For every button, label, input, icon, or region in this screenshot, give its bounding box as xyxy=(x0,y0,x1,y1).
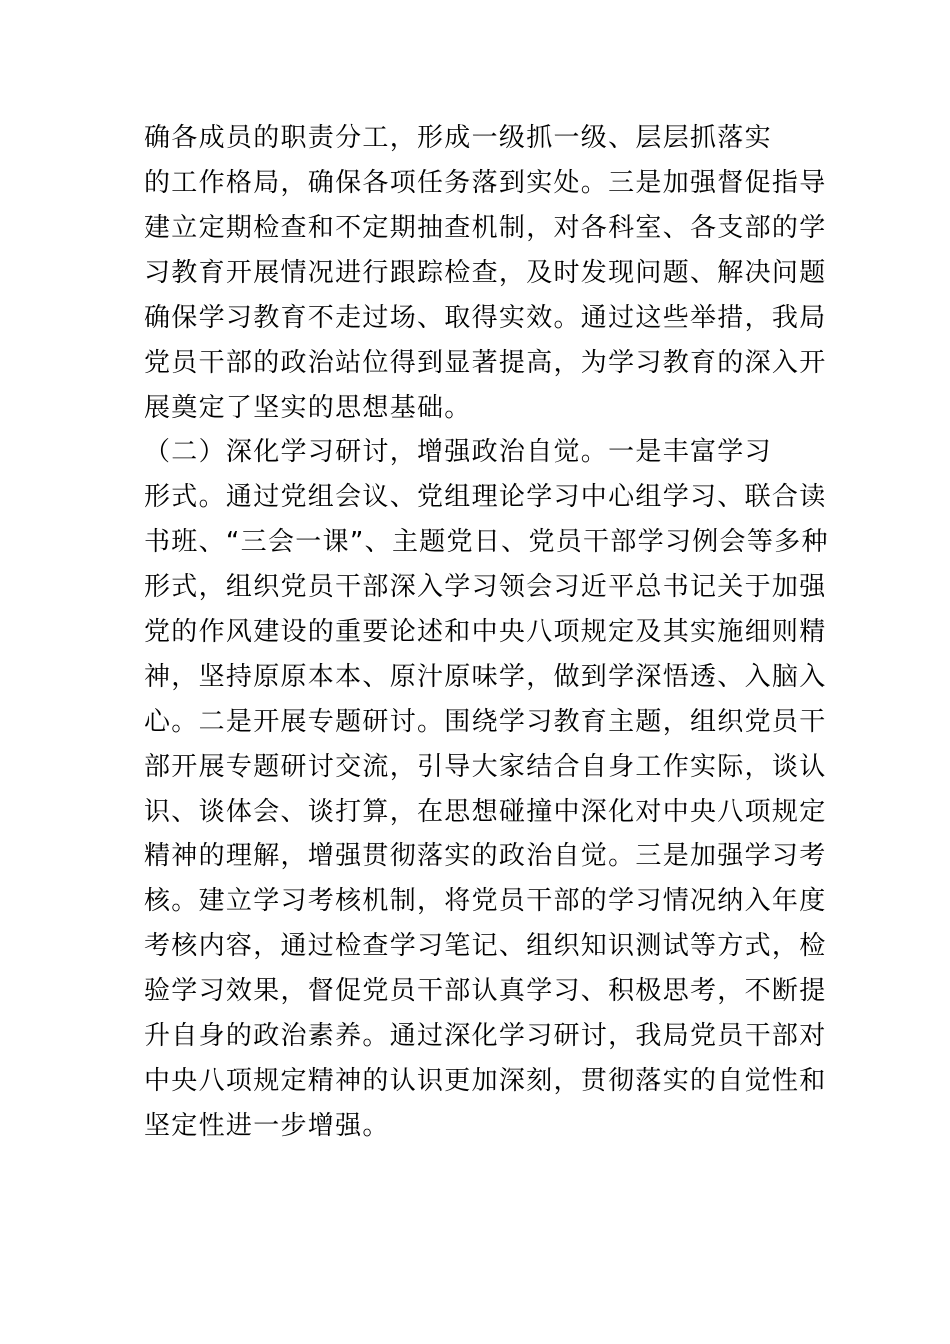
text-line: 考核内容，通过检查学习笔记、组织知识测试等方式，检 xyxy=(144,931,827,961)
text-line: 书班、“三会一课”、主题党日、党员干部学习例会等多种 xyxy=(144,527,829,557)
text-line: 确各成员的职责分工，形成一级抓一级、层层抓落实 xyxy=(144,123,772,153)
text-line: 心。二是开展专题研讨。围绕学习教育主题，组织党员干 xyxy=(144,707,827,737)
text-line: （二）深化学习研讨，增强政治自觉。一是丰富学习 xyxy=(144,437,772,467)
text-line: 升自身的政治素养。通过深化学习研讨，我局党员干部对 xyxy=(144,1021,827,1051)
text-line: 验学习效果，督促党员干部认真学习、积极思考，不断提 xyxy=(144,976,827,1006)
text-line: 党员干部的政治站位得到显著提高，为学习教育的深入开 xyxy=(144,348,827,378)
text-line: 中央八项规定精神的认识更加深刻，贯彻落实的自觉性和 xyxy=(144,1066,827,1096)
text-line: 的工作格局，确保各项任务落到实处。三是加强督促指导 xyxy=(144,168,827,198)
text-line: 部开展专题研讨交流，引导大家结合自身工作实际，谈认 xyxy=(144,752,827,782)
text-line: 习教育开展情况进行跟踪检查，及时发现问题、解决问题 xyxy=(144,258,827,288)
text-line: 党的作风建设的重要论述和中央八项规定及其实施细则精 xyxy=(144,617,827,647)
text-line: 展奠定了坚实的思想基础。 xyxy=(144,393,472,423)
text-line: 形式。通过党组会议、党组理论学习中心组学习、联合读 xyxy=(144,482,827,512)
text-line: 坚定性进一步增强。 xyxy=(144,1111,390,1141)
text-line: 精神的理解，增强贯彻落实的政治自觉。三是加强学习考 xyxy=(144,841,827,871)
text-line: 核。建立学习考核机制，将党员干部的学习情况纳入年度 xyxy=(144,886,827,916)
text-line: 神，坚持原原本本、原汁原味学，做到学深悟透、入脑入 xyxy=(144,662,827,692)
text-line: 识、谈体会、谈打算，在思想碰撞中深化对中央八项规定 xyxy=(144,797,827,827)
text-line: 形式，组织党员干部深入学习领会习近平总书记关于加强 xyxy=(144,572,827,602)
text-line: 确保学习教育不走过场、取得实效。通过这些举措，我局 xyxy=(144,303,827,333)
text-line: 建立定期检查和不定期抽查机制，对各科室、各支部的学 xyxy=(144,213,827,243)
